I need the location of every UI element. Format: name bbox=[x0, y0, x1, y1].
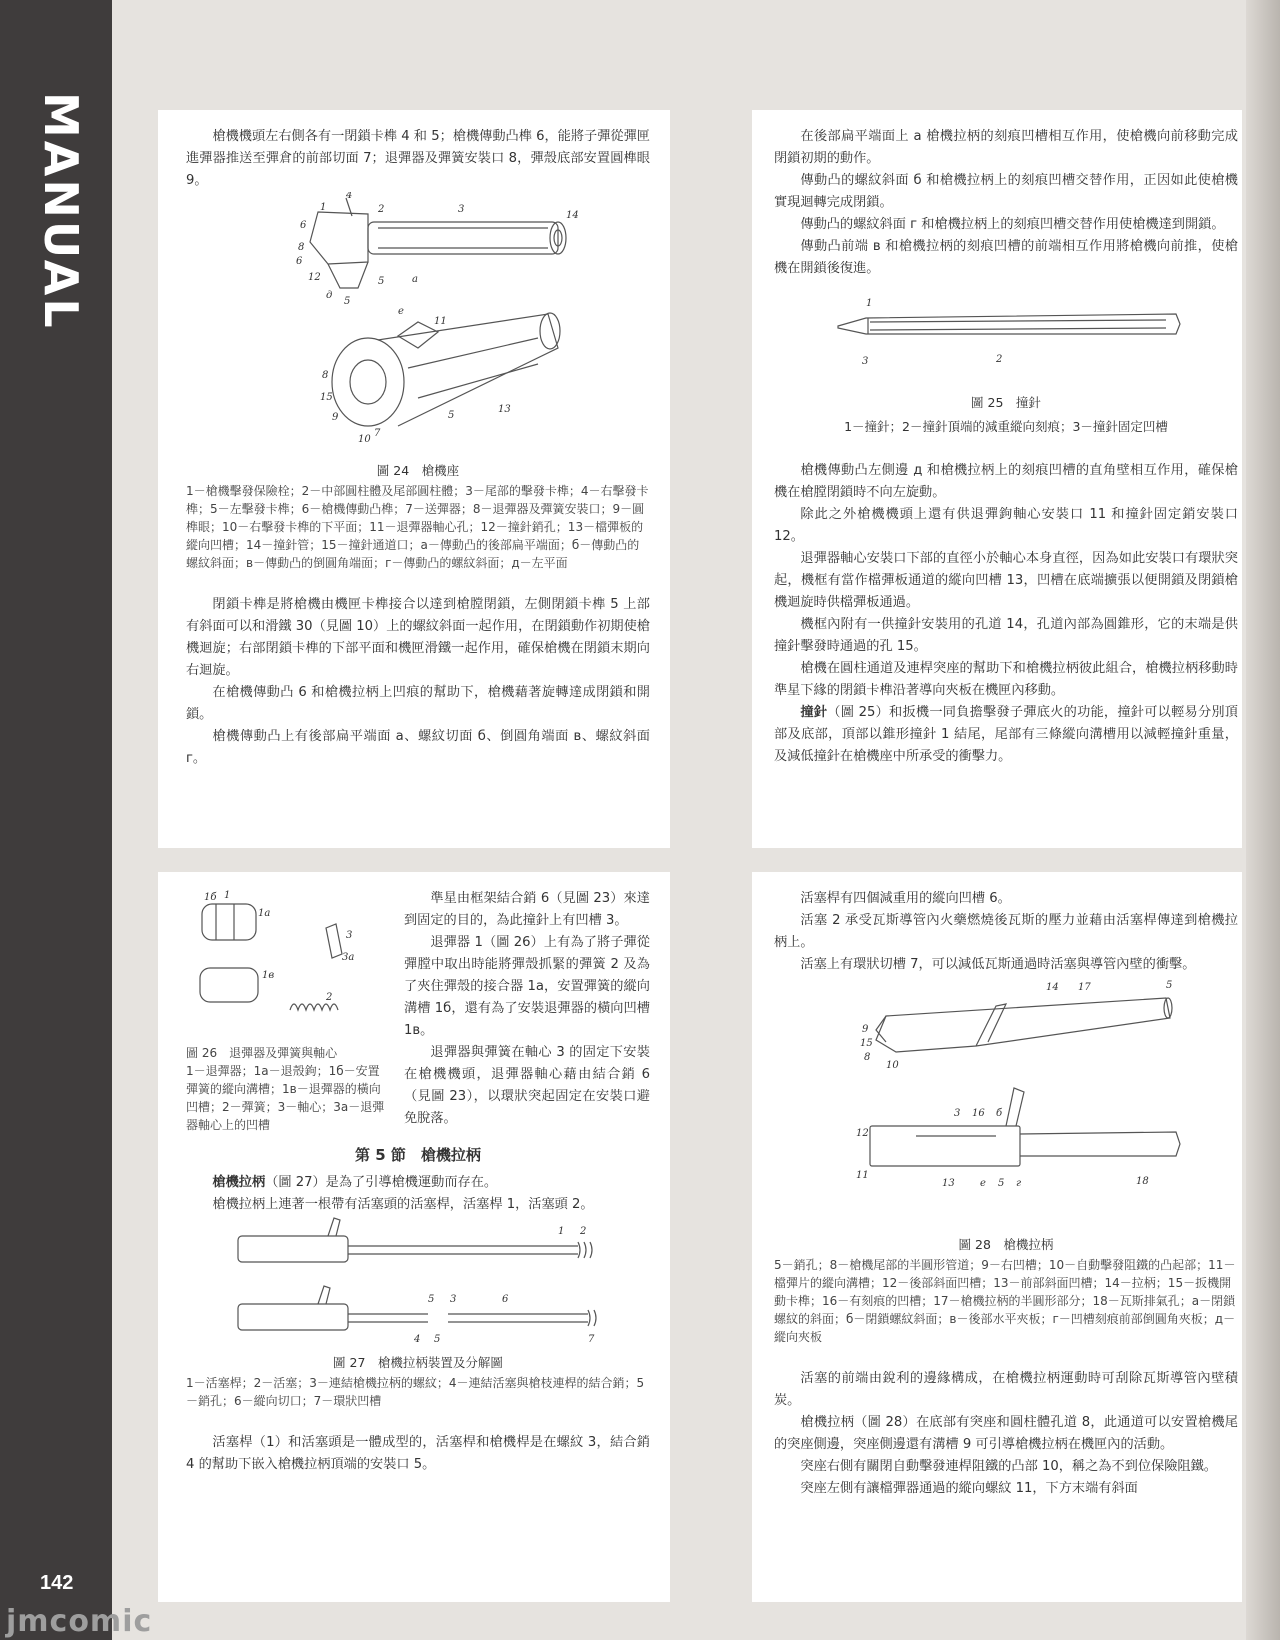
figure-24-bolt-head-drawing bbox=[248, 192, 588, 308]
paragraph: 退彈器軸心安裝口下部的直徑小於軸心本身直徑，因為如此安裝口有環狀突起，機框有當作檔彈板通道的縱向凹槽 13，凹槽在底端擴張以便開鎖及閉鎖槍機迴旋時供檔彈板通過。 bbox=[774, 551, 1238, 610]
figure-24-caption: 圖 24 槍機座 bbox=[376, 463, 460, 478]
figure-26-caption: 圖 26 退彈器及彈簧與軸心 bbox=[186, 1046, 338, 1060]
paragraph-text: （圖 27）是為了引導槍機運動而存在。 bbox=[265, 1175, 498, 1190]
figure-28-legend: 5－銷孔；8－槍機尾部的半圓形管道；9－右凹槽；10－自動擊發阻鐵的凸起部；11－檔彈片的縱向溝槽；12－後部斜面凹槽；13－前部斜面凹槽；14－拉柄；15－扳機開動卡榫；16－有刻痕的凹槽；17－槍機拉柄的半圓形部分；18－瓦斯排氣孔；a－閉鎖螺紋的斜面；б－閉鎖螺紋斜面；в－後部水平夾板；г－凹槽刻痕前部倒圓角夾板；д－縱向夾板 bbox=[774, 1258, 1236, 1344]
paragraph: 槍機傳動凸上有後部扁平端面 a、螺紋切面 б、倒圓角端面 в、螺紋斜面 г。 bbox=[186, 729, 650, 766]
paragraph: 槍機拉柄上連著一根帶有活塞頭的活塞桿，活塞桿 1，活塞頭 2。 bbox=[212, 1197, 594, 1212]
svg-text:17: 17 bbox=[1078, 982, 1091, 993]
spacer bbox=[774, 1346, 1238, 1368]
svg-text:8: 8 bbox=[322, 370, 329, 381]
svg-text:13: 13 bbox=[942, 1178, 955, 1189]
page-number: 142 bbox=[40, 1572, 74, 1594]
paragraph: 傳動凸的螺紋斜面 г 和槍機拉柄上的刻痕凹槽交替作用使槍機達到開鎖。 bbox=[800, 217, 1225, 232]
svg-text:2: 2 bbox=[580, 1226, 587, 1237]
svg-text:5: 5 bbox=[1166, 980, 1173, 991]
svg-text:11: 11 bbox=[856, 1170, 869, 1181]
paragraph: 機框內附有一供撞針安裝用的孔道 14，孔道內部為圓錐形，它的末端是供撞針擊發時通過的孔 15。 bbox=[774, 617, 1238, 654]
figure-25-legend: 1－撞針；2－撞針頂端的減重縱向刻痕；3－撞針固定凹槽 bbox=[844, 419, 1168, 434]
svg-text:15: 15 bbox=[860, 1038, 873, 1049]
paragraph: 槍機機頭左右側各有一閉鎖卡榫 4 和 5；槍機傳動凸榫 6，能將子彈從彈匣進彈器推送至彈倉的前部切面 7；退彈器及彈簧安裝口 8，彈殼底部安置圓榫眼 9。 bbox=[186, 129, 650, 188]
figure-28-bolt-carrier-drawing bbox=[816, 976, 1196, 1232]
page-edge-shadow bbox=[1246, 0, 1280, 1640]
svg-text:1: 1 bbox=[320, 202, 327, 213]
figure-27-piston-drawing bbox=[218, 1216, 618, 1350]
svg-text:6: 6 bbox=[300, 220, 307, 231]
svg-text:7: 7 bbox=[374, 428, 381, 439]
paragraph bbox=[774, 702, 1238, 768]
paragraph: 活塞上有環狀切槽 7，可以減低瓦斯通過時活塞與導管內壁的衝擊。 bbox=[800, 957, 1196, 972]
spacer bbox=[186, 1410, 650, 1432]
spacer bbox=[774, 438, 1238, 460]
svg-text:2: 2 bbox=[326, 992, 333, 1003]
svg-text:1: 1 bbox=[866, 298, 873, 309]
svg-text:9: 9 bbox=[332, 412, 339, 423]
svg-text:5: 5 bbox=[434, 1334, 441, 1345]
paragraph-text: （圖 25）和扳機一同負擔擊發子彈底火的功能，撞針可以輕易分別頂部及底部，頂部以錐形撞針 1 結尾，尾部有三條縱向溝槽用以減輕撞針重量，及減低撞針在槍機座中所承受的衝擊力。 bbox=[774, 705, 1238, 764]
svg-text:4: 4 bbox=[346, 192, 353, 201]
svg-text:8: 8 bbox=[864, 1052, 871, 1063]
svg-text:12: 12 bbox=[856, 1128, 869, 1139]
svg-text:14: 14 bbox=[1046, 982, 1059, 993]
panel-top-right bbox=[752, 110, 1242, 848]
paragraph: 準星由框架結合銷 6（見圖 23）來達到固定的目的，為此撞針上有凹槽 3。 bbox=[404, 891, 650, 928]
paragraph: 突座右側有關閉自動擊發連桿阻鐵的凸部 10，稱之為不到位保險阻鐵。 bbox=[800, 1459, 1217, 1474]
svg-text:5: 5 bbox=[344, 296, 351, 307]
svg-text:д: д bbox=[326, 290, 333, 301]
spacer bbox=[186, 572, 650, 594]
svg-text:8: 8 bbox=[298, 242, 305, 253]
side-title: MANUAL bbox=[34, 92, 88, 331]
svg-text:5: 5 bbox=[378, 276, 385, 287]
svg-text:1б: 1б bbox=[204, 892, 217, 903]
paragraph: 閉鎖卡榫是將槍機由機匣卡榫接合以達到槍膛閉鎖，左側閉鎖卡榫 5 上部有斜面可以和滑鐵 30（見圖 10）上的螺紋斜面一起作用，在閉鎖動作初期使槍機迴旋；右部閉鎖卡榫的下部平面和機匣滑鐵一起作用，確保槍機在閉鎖末期向右迴旋。 bbox=[186, 597, 650, 678]
svg-text:3: 3 bbox=[458, 204, 465, 215]
svg-text:1в: 1в bbox=[262, 970, 275, 981]
figure-25-firing-pin-drawing bbox=[826, 280, 1186, 390]
svg-text:a: a bbox=[412, 274, 418, 285]
figure-26-extractor-drawing bbox=[186, 888, 386, 1036]
panel-bottom-right bbox=[752, 872, 1242, 1602]
svg-text:3a: 3a bbox=[342, 952, 355, 963]
svg-text:3: 3 bbox=[954, 1108, 961, 1119]
paragraph: 活塞 2 承受瓦斯導管內火藥燃燒後瓦斯的壓力並藉由活塞桿傳達到槍機拉柄上。 bbox=[774, 913, 1238, 950]
svg-text:15: 15 bbox=[320, 392, 333, 403]
svg-text:5: 5 bbox=[428, 1294, 435, 1305]
paragraph bbox=[186, 1172, 650, 1194]
paragraph: 活塞桿（1）和活塞頭是一體成型的，活塞桿和槍機桿是在螺紋 3，結合銷 4 的幫助下嵌入槍機拉柄頂端的安裝口 5。 bbox=[186, 1435, 650, 1472]
svg-text:3: 3 bbox=[346, 930, 353, 941]
paragraph: 傳動凸前端 в 和槍機拉柄的刻痕凹槽的前端相互作用將槍機向前推，使槍機在開鎖後復進。 bbox=[774, 239, 1238, 276]
watermark: jmcomic bbox=[6, 1604, 153, 1639]
figure-25-caption: 圖 25 撞針 bbox=[971, 395, 1041, 410]
sidebar bbox=[0, 0, 112, 1640]
figure-27-caption: 圖 27 槍機拉柄裝置及分解圖 bbox=[333, 1355, 503, 1370]
svg-text:2: 2 bbox=[378, 204, 385, 215]
figure-24-legend: 1－槍機擊發保險栓；2－中部圓柱體及尾部圓柱體；3－尾部的擊發卡榫；4－右擊發卡榫；5－左擊發卡榫；6－槍機傳動凸榫；7－送彈器；8－退彈器及彈簧安裝口；9－圓榫眼；10－右擊發卡榫的下平面；11－退彈器軸心孔；12－撞針銷孔；13－檔彈板的縱向凹槽；14－撞針管；15－撞針通道口；a－傳動凸的後部扁平端面；б－傳動凸的螺紋斜面；в－傳動凸的倒圓角端面；г－傳動凸的螺紋斜面；д－左平面 bbox=[186, 484, 649, 570]
svg-text:3: 3 bbox=[450, 1294, 457, 1305]
paragraph: 槍機在圓柱通道及連桿突座的幫助下和槍機拉柄彼此組合，槍機拉柄移動時準星下緣的閉鎖卡榫沿著導向夾板在機匣內移動。 bbox=[774, 661, 1238, 698]
paragraph: 退彈器與彈簧在軸心 3 的固定下安裝在槍機機頭，退彈器軸心藉由結合銷 6（見圖 23），以環狀突起固定在安裝口避免脫落。 bbox=[404, 1045, 650, 1126]
paragraph: 傳動凸的螺紋斜面 б 和槍機拉柄上的刻痕凹槽交替作用，正因如此使槍機實現迴轉完成閉鎖。 bbox=[774, 173, 1238, 210]
paragraph: 槍機傳動凸左側邊 д 和槍機拉柄上的刻痕凹槽的直角壁相互作用，確保槍機在槍膛閉鎖時不向左旋動。 bbox=[774, 463, 1238, 500]
bold-term: 槍機拉柄 bbox=[212, 1175, 266, 1190]
svg-text:5: 5 bbox=[448, 410, 455, 421]
svg-text:11: 11 bbox=[434, 316, 447, 327]
panel-bottom-left bbox=[158, 872, 670, 1602]
figure-26-wrap bbox=[186, 888, 650, 1134]
section-title: 第 5 節 槍機拉柄 bbox=[355, 1146, 481, 1164]
svg-text:6: 6 bbox=[502, 1294, 509, 1305]
svg-text:10: 10 bbox=[886, 1060, 899, 1071]
paragraph: 活塞桿有四個減重用的縱向凹槽 6。 bbox=[800, 891, 1011, 906]
svg-text:3: 3 bbox=[862, 356, 869, 367]
bold-term: 撞針 bbox=[800, 705, 828, 720]
svg-text:е: е bbox=[980, 1178, 986, 1189]
panel-top-left bbox=[158, 110, 670, 848]
svg-text:1a: 1a bbox=[258, 908, 271, 919]
svg-text:16: 16 bbox=[972, 1108, 985, 1119]
paragraph: 突座左側有讓檔彈器通過的縱向螺紋 11，下方末端有斜面 bbox=[800, 1481, 1138, 1496]
paragraph: 在槍機傳動凸 6 和槍機拉柄上凹痕的幫助下，槍機藉著旋轉達成閉鎖和開鎖。 bbox=[186, 685, 650, 722]
svg-text:10: 10 bbox=[358, 434, 371, 445]
figure-26 bbox=[186, 888, 386, 1134]
svg-text:2: 2 bbox=[996, 354, 1003, 365]
svg-text:14: 14 bbox=[566, 210, 579, 221]
svg-text:12: 12 bbox=[308, 272, 321, 283]
svg-text:e: e bbox=[398, 308, 404, 317]
figure-28-caption: 圖 28 槍機拉柄 bbox=[958, 1237, 1054, 1252]
svg-text:1: 1 bbox=[224, 890, 231, 901]
svg-text:7: 7 bbox=[588, 1334, 595, 1345]
svg-text:б: б bbox=[996, 1108, 1003, 1119]
figure-24-bolt-carrier-drawing bbox=[248, 308, 588, 458]
svg-text:1: 1 bbox=[558, 1226, 565, 1237]
svg-text:6: 6 bbox=[296, 256, 303, 267]
paragraph: 槍機拉柄（圖 28）在底部有突座和圓柱體孔道 8，此通道可以安置槍機尾的突座側邊，突座側邊還有溝槽 9 可引導槍機拉柄在機匣內的活動。 bbox=[774, 1415, 1238, 1452]
paragraph: 除此之外槍機機頭上還有供退彈鉤軸心安裝口 11 和撞針固定銷安裝口 12。 bbox=[774, 507, 1238, 544]
figure-27-legend: 1－活塞桿；2－活塞；3－連結槍機拉柄的螺紋；4－連結活塞與槍枝連桿的結合銷；5－銷孔；6－縱向切口；7－環狀凹槽 bbox=[186, 1376, 645, 1408]
paragraph: 活塞的前端由銳利的邊緣構成，在槍機拉柄運動時可刮除瓦斯導管內壁積炭。 bbox=[774, 1371, 1238, 1408]
paragraph: 退彈器 1（圖 26）上有為了將子彈從彈膛中取出時能將彈殼抓緊的彈簧 2 及為了夾住彈殼的接合器 1a，安置彈簧的縱向溝槽 1б，還有為了安裝退彈器的橫向凹槽 1в。 bbox=[404, 935, 650, 1038]
figure-26-legend: 1－退彈器；1a－退殼鉤；1б－安置彈簧的縱向溝槽；1в－退彈器的橫向凹槽；2－彈簧；3－軸心；3a－退彈器軸心上的凹槽 bbox=[186, 1064, 385, 1132]
svg-text:5: 5 bbox=[998, 1178, 1005, 1189]
svg-text:г: г bbox=[1016, 1178, 1022, 1189]
svg-text:9: 9 bbox=[862, 1024, 869, 1035]
paragraph: 在後部扁平端面上 a 槍機拉柄的刻痕凹槽相互作用，使槍機向前移動完成閉鎖初期的動作。 bbox=[774, 129, 1238, 166]
svg-text:18: 18 bbox=[1136, 1176, 1149, 1187]
svg-text:4: 4 bbox=[414, 1334, 421, 1345]
svg-text:13: 13 bbox=[498, 404, 511, 415]
